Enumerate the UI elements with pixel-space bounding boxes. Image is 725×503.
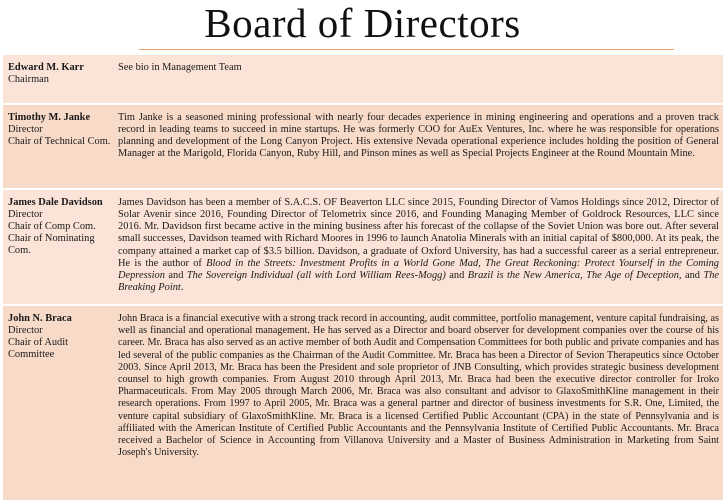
director-row <box>3 190 723 306</box>
bio-text: . <box>180 282 184 294</box>
director-row <box>3 306 723 502</box>
book-title: Brazil is the New America, The Age of Deception, <box>467 269 682 281</box>
director-name: James Dale Davidson <box>8 197 103 208</box>
director-name: John N. Braca <box>8 313 72 324</box>
director-role: Director <box>8 124 43 135</box>
book-title: Blood in the Streets: Investment Profits in a World Gone Mad, The Great Reckoning: Protect Yourself in the Coming Depression <box>118 257 719 281</box>
bio-text: James Davidson has been a member of S.A.C.S. OF Beaverton LLC since 2015, Founding Director of Vamos Holdings since 2012, Director of Solar Avenir since 2016, Founding Director of Telometrix since 2016, and Founding Managing Member of Goldrock Resources, LLC since 2016. Mr. Davidson first became active in the mining business after his forecast of the collapse of the Soviet Union was bore out. After several small successes, Davidson teamed with Richard Moores in 1996 to launch Anatolia Minerals with an initial capital of $800,000. At its peak, the company attained a market cap of $3.5 billion. Davidson, a graduate of Oxford University, has had a successful career as a serial entrepreneur. He is the author of <box>118 197 719 269</box>
director-role: Chair of Technical Com. <box>8 136 111 147</box>
director-name: Timothy M. Janke <box>8 112 91 123</box>
director-role: Chair of Nominating Com. <box>8 233 95 256</box>
director-bio: Tim Janke is a seasoned mining professional with nearly four decades experience in mining engineering and operations and a proven track record in leading teams to succeed in mine startups. He was formerly COO for AuEx Ventures, Inc. where he was responsible for operations planning and development of the Long Canyon Project. His extensive Nevada operational experience includes holding the position of General Manager at the Marigold, Florida Canyon, Ruby Hill, and Pinson mines as well as Special Projects Engineer at the Round Mountain Mine. <box>118 112 719 160</box>
director-info <box>3 190 114 304</box>
director-info <box>3 306 114 500</box>
book-title: The Breaking Point <box>118 269 720 294</box>
director-role: Director <box>8 209 43 220</box>
director-row <box>3 105 723 190</box>
title-divider <box>139 49 674 50</box>
director-bio: John Braca is a financial executive with a strong track record in accounting, audit committee, portfolio management, venture capital fundraising, as well as financial and operational management. He has served as a Director and board observer for development companies over the course of his career. Mr. Braca has also served as an active member of both Audit and Compensation Committees for both public and private companies and has led several of the public companies as the Chairman of the Audit Committee. Mr. Braca has been a Director of Sevion Therapeutics since October 2003. Since April 2013, Mr. Braca has been the President and sole proprietor of JNB Consulting, which provides strategic business development counsel to high growth companies. From August 2010 through April 2013, Mr. Braca had been the executive director controller for Iroko Pharmaceuticals. From May 2005 through March 2006, Mr. Braca was also consultant and advisor to GlaxoSmithKline management in their research operations. From 1997 to April 2005, Mr. Braca was a general partner and director of business investments for S.R. One, Limited, the venture capital subsidiary of GlaxoSmithKline. Mr. Braca is a licensed Certified Public Accountant (CPA) in the state of Pennsylvania and is affiliated with the American Institute of Certified Public Accountants and the Pennsylvania Institute of Certified Public Accountants. Mr. Braca received a Bachelor of Science in Accounting from Villanova University and a Master of Business Administration in Marketing from Saint Joseph's University. <box>118 313 719 459</box>
director-row <box>3 55 723 105</box>
director-name: Edward M. Karr <box>8 62 84 73</box>
director-role: Chair of Audit Committee <box>8 337 69 360</box>
director-role: Chairman <box>8 74 49 85</box>
director-bio <box>114 190 723 304</box>
director-info <box>3 55 114 103</box>
book-title: The Sovereign Individual (all with Lord William Rees-Mogg) <box>186 269 446 281</box>
director-role: Director <box>8 325 43 336</box>
board-table <box>3 55 723 502</box>
director-role: Chair of Comp Com. <box>8 221 96 232</box>
bio-text: and <box>445 269 468 281</box>
page-title: Board of Directors <box>204 0 521 46</box>
director-bio: See bio in Management Team <box>118 62 242 73</box>
bio-text: and <box>164 269 187 281</box>
director-info <box>3 105 114 188</box>
bio-text: and <box>681 269 704 281</box>
